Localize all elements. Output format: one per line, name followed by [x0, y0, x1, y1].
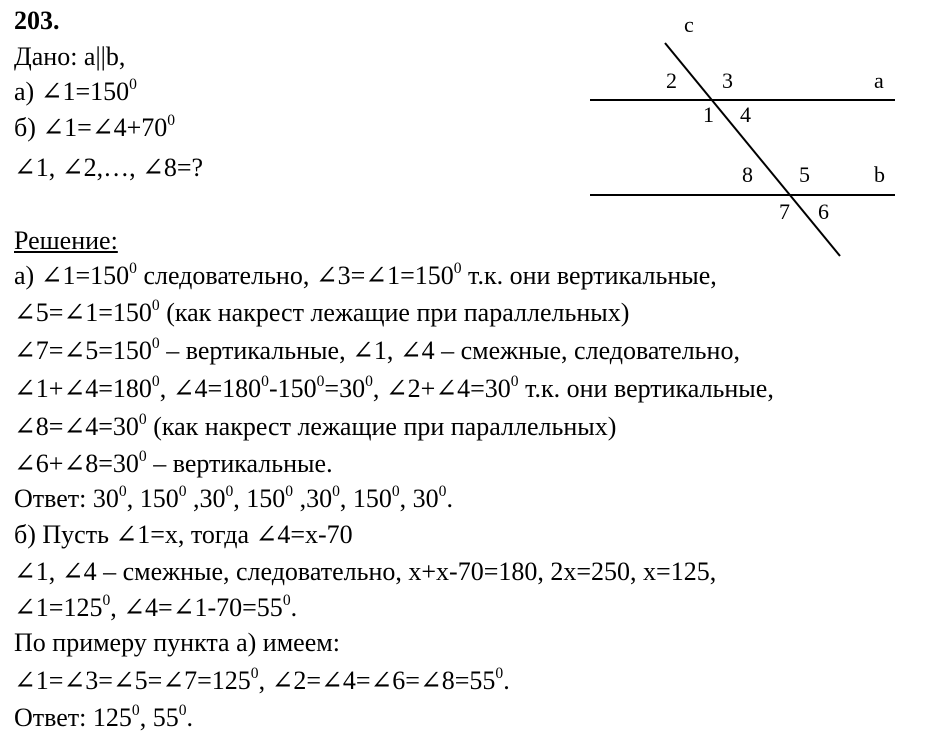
angle-label-2: 2 [666, 68, 677, 93]
solution-line: $\angle 1=125^0$, $\angle 4=\angle 1-70=55^0$. [14, 592, 298, 622]
angle-label-4: 4 [740, 102, 751, 127]
solution-line: ∠1, ∠4 – смежные, следовательно, x+x-70=180, 2x=250, x=125, [14, 557, 717, 586]
angle-label-8: 8 [742, 162, 753, 187]
transversal-c [665, 43, 840, 256]
solution-line: $\angle 5=\angle 1=150^0$ (как накрест лежащие при параллельных) [14, 297, 630, 327]
solution-line: б) Пусть ∠1=x, тогда ∠4=x-70 [14, 520, 353, 549]
label-line-a: a [874, 68, 884, 93]
solution-line: $\angle 7=\angle 5=150^0$ – вертикальные, ∠1, ∠4 – смежные, следовательно, [14, 335, 740, 365]
given-line: а) $\angle 1=150^0$ [14, 76, 137, 106]
label-line-b: b [874, 162, 885, 187]
angle-label-6: 6 [818, 199, 829, 224]
angle-label-3: 3 [722, 68, 733, 93]
answer-line: Ответ: $30^0$, $150^0$ $,30^0$, $150^0$ $,30^0$, $150^0$, $30^0$. [14, 483, 453, 513]
solution-line: $\angle 1+\angle 4=180^0$, $\angle 4=180^0-150^0=30^0$, $\angle 2+\angle 4=30^0$ т.к. они вертикальные, [14, 373, 774, 403]
solution-line: $\angle 6+\angle 8=30^0$ – вертикальные. [14, 448, 333, 478]
solution-line: По примеру пункта а) имеем: [14, 628, 340, 657]
label-line-c: c [684, 12, 694, 37]
solution-line: $\angle 8=\angle 4=30^0$ (как накрест лежащие при параллельных) [14, 411, 617, 441]
solution-line: $\angle 1=\angle 3=\angle 5=\angle 7=125^0$, $\angle 2=\angle 4=\angle 6=\angle 8=55^0$. [14, 665, 510, 695]
given-line: Дано: a||b, [14, 42, 126, 71]
angle-label-7: 7 [779, 199, 790, 224]
problem-number: 203. [14, 6, 60, 35]
solution-line: а) $\angle 1=150^0$ следовательно, $\angle 3=\angle 1=150^0$ т.к. они вертикальные, [14, 260, 717, 290]
solution-heading: Решение: [14, 226, 118, 255]
parallel-lines-figure [580, 8, 910, 268]
angle-label-5: 5 [799, 162, 810, 187]
given-line: ∠1, ∠2,…, ∠8=? [14, 153, 204, 182]
answer-line: Ответ: $125^0$, $55^0$. [14, 702, 193, 732]
given-line: б) $\angle 1=\angle 4+70^0$ [14, 112, 176, 142]
angle-label-1: 1 [703, 102, 714, 127]
